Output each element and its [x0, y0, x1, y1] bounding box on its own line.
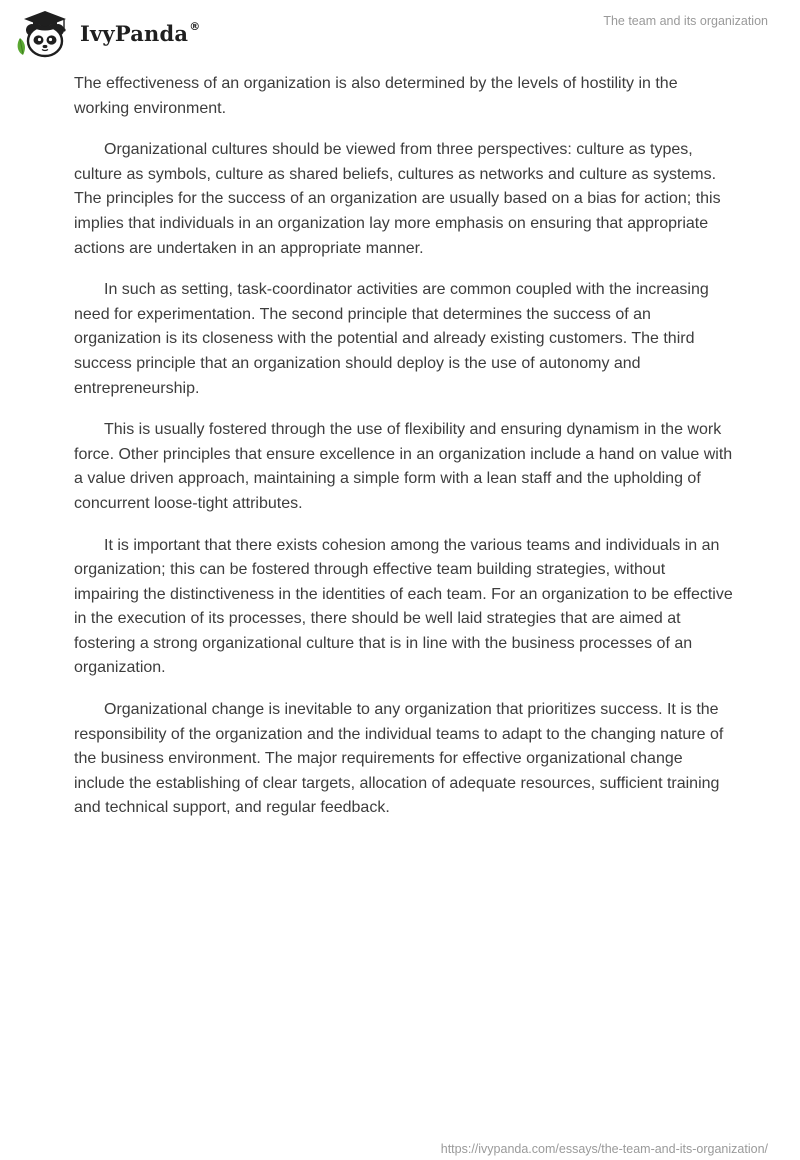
page-header — [0, 0, 800, 70]
ivypanda-logo[interactable] — [14, 6, 200, 62]
panda-graduate-icon — [14, 8, 74, 60]
source-url[interactable]: https://ivypanda.com/essays/the-team-and-its-organization/ — [440, 1142, 768, 1156]
paragraph: It is important that there exists cohesion among the various teams and individuals in an organization; this can be fostered through effective team building strategies, without impairing the distinctiveness in the identities of each team. For an organization to be effective in the execution of its processes, there should be well laid strategies that are aimed at fostering a strong organizational culture that is in line with the business processes of an organization. — [74, 536, 733, 677]
document-title: The team and its organization — [603, 14, 768, 28]
paragraph: In such as setting, task-coordinator activities are common coupled with the increasing need for experimentation. The second principle that determines the success of an organization is its closeness with the potential and already existing customers. The third success principle that an organization should deploy is the use of autonomy and entrepreneurship. — [74, 281, 709, 397]
paragraph: Organizational cultures should be viewed from three perspectives: culture as types, culture as symbols, culture as shared beliefs, cultures as networks and culture as systems. The principles for the success of an organization are usually based on a bias for action; this implies that individuals in an organization lay more emphasis on ensuring that appropriate actions are undertaken in an appropriate manner. — [74, 141, 721, 257]
paragraph: This is usually fostered through the use of flexibility and ensuring dynamism in the work force. Other principles that ensure excellence in an organization include a hand on value with a value driven approach, maintaining a simple form with a lean staff and the upholding of concurrent loose-tight attributes. — [74, 421, 733, 512]
brand-name — [80, 21, 200, 46]
essay-body — [74, 72, 734, 838]
paragraph: Organizational change is inevitable to any organization that prioritizes success. It is the responsibility of the organization and the individual teams to adapt to the changing nature of the business environment. The major requirements for effective organizational change include the establishing of clear targets, allocation of adequate resources, sufficient training and technical support, and regular feedback. — [74, 701, 724, 817]
paragraph: The effectiveness of an organization is also determined by the levels of hostility in the working environment. — [74, 75, 678, 117]
brand-text: IvyPanda — [80, 20, 189, 46]
registered-mark: ® — [189, 19, 201, 33]
